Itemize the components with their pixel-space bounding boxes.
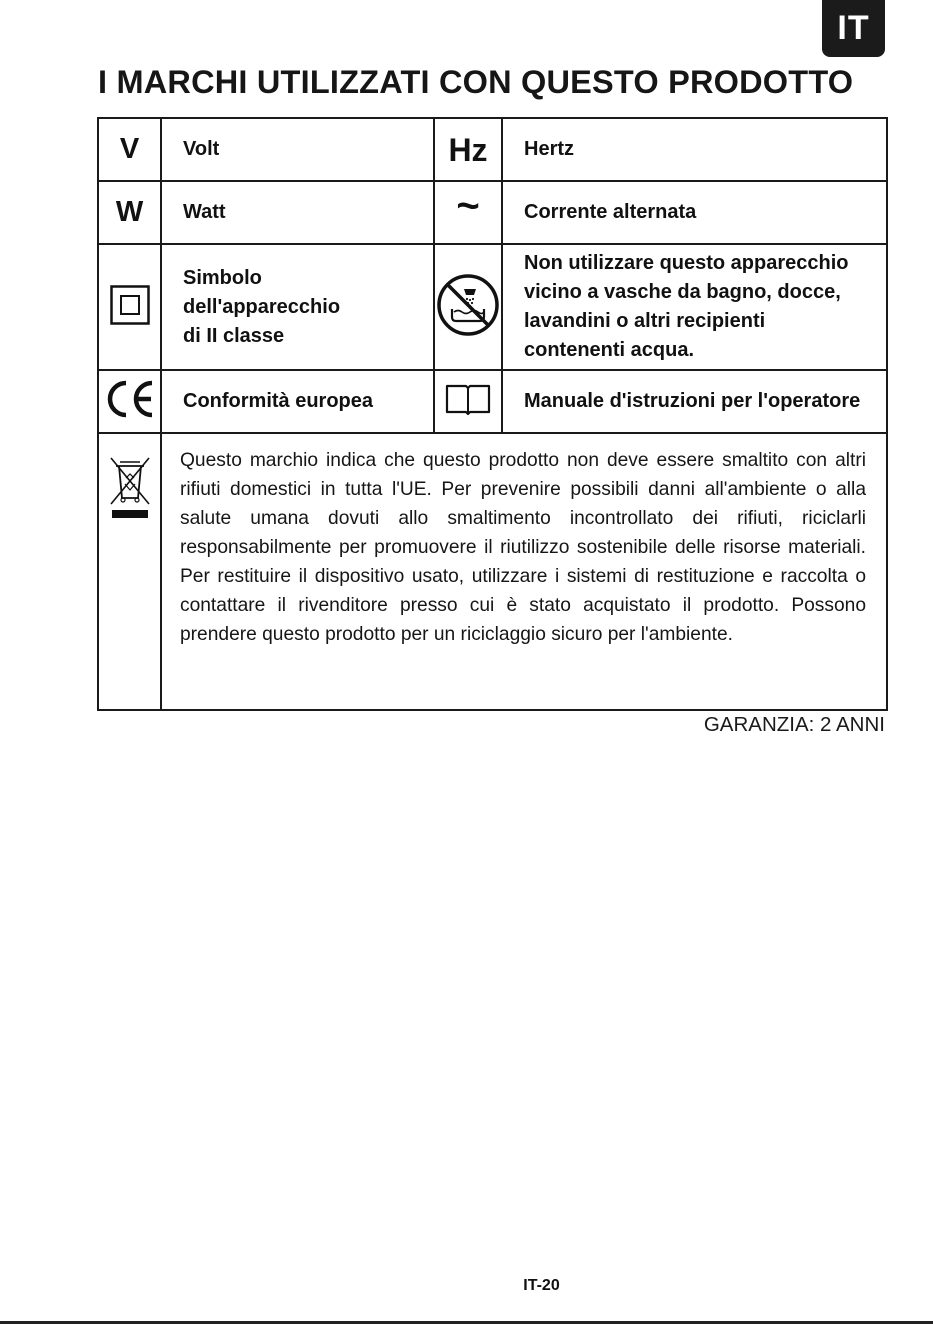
table-row xyxy=(98,118,887,181)
table-row xyxy=(98,433,887,710)
manual-cell xyxy=(434,370,502,433)
crossed-bin-icon xyxy=(108,454,152,520)
ac-label: Corrente alternata xyxy=(502,181,887,244)
class-ii-icon xyxy=(110,285,150,325)
label-line: di II classe xyxy=(183,324,285,347)
no-water-icon xyxy=(436,273,500,337)
hertz-label: Hertz xyxy=(502,118,887,181)
manual-book-icon xyxy=(445,382,491,416)
watt-label: Watt xyxy=(161,181,434,244)
class2-label xyxy=(161,244,434,370)
warranty-text: GARANZIA: 2 ANNI xyxy=(703,713,885,736)
ce-label: Conformità europea xyxy=(161,370,434,433)
page-title: I MARCHI UTILIZZATI CON QUESTO PRODOTTO xyxy=(98,64,854,100)
label-line: Simbolo xyxy=(183,266,262,289)
ce-cell xyxy=(98,370,161,433)
no-water-label xyxy=(502,244,887,370)
table-row xyxy=(98,244,887,370)
volt-label: Volt xyxy=(161,118,434,181)
watt-icon: W xyxy=(115,196,144,228)
language-tab: IT xyxy=(822,0,885,57)
hertz-icon: Hz xyxy=(448,131,488,168)
alternating-current-icon: ~ xyxy=(456,183,480,228)
symbols-table xyxy=(97,117,888,711)
ce-mark-icon xyxy=(102,379,158,419)
label-line: contenenti acqua. xyxy=(524,339,695,361)
label-line: Non utilizzare questo apparecchio xyxy=(524,252,849,274)
label-line: lavandini o altri recipienti xyxy=(524,310,766,332)
table-row xyxy=(98,370,887,433)
watt-cell xyxy=(98,181,161,244)
table-row xyxy=(98,181,887,244)
class2-cell xyxy=(98,244,161,370)
hertz-cell xyxy=(434,118,502,181)
volt-icon: V xyxy=(119,133,140,165)
label-line: dell'apparecchio xyxy=(183,295,341,318)
no-water-cell xyxy=(434,244,502,370)
weee-description: Questo marchio indica che questo prodotto non deve essere smaltito con altri rifiuti domestici in tutta l'UE. Per prevenire possibili danni all'ambiente o alla salute umana dovuti allo smaltimento incontrollato dei rifiuti, riciclarli responsabilmente per promuovere il riutilizzo sostenibile delle risorse materiali. Per restituire il dispositivo usato, utilizzare i sistemi di restituzione e raccolta o contattare il rivenditore presso cui è stato acquistato il prodotto. Possono prendere questo prodotto per un riciclaggio sicuro per l'ambiente. xyxy=(161,433,887,710)
page-number: IT-20 xyxy=(523,1277,560,1294)
label-line: vicino a vasche da bagno, docce, xyxy=(524,281,841,303)
volt-cell xyxy=(98,118,161,181)
manual-label: Manuale d'istruzioni per l'operatore xyxy=(502,370,887,433)
ac-cell xyxy=(434,181,502,244)
weee-cell xyxy=(98,433,161,710)
